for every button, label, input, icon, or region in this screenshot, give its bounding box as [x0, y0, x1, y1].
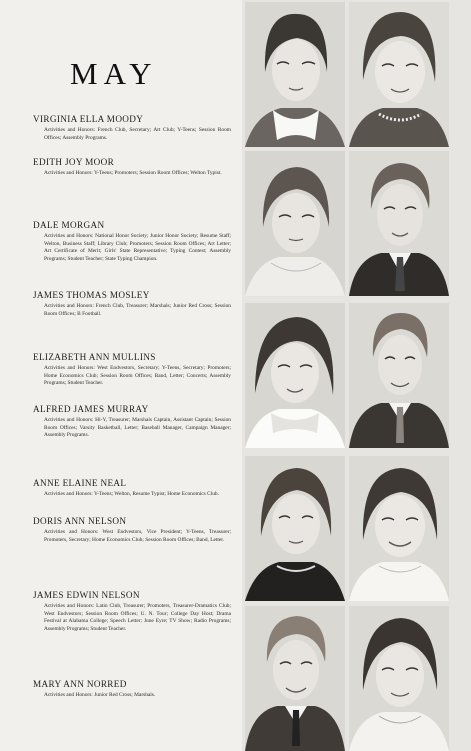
student-entry [33, 290, 231, 318]
student-activities: Activities and Honors: West Endvestors, Secretary; Y-Teens, Secretary; Promoters; Home Economics Club; Session Room Offices; Band, Letter; Concerts; Assembly Programs; Student Teacher. [44, 365, 231, 387]
student-entry [33, 114, 231, 142]
student-activities: Activities and Honors: Y-Teens; Welton, Resume Typist; Home Economics Club. [44, 491, 219, 498]
student-entry [33, 516, 231, 544]
portrait-photo [245, 606, 345, 751]
student-activities: Activities and Honors: Y-Teens; Promoters; Session Room Offices; Welton Typist. [44, 170, 222, 177]
student-entry [33, 679, 231, 700]
student-activities: Activities and Honors: Latin Club, Treasurer; Promoters, Treasurer-Dramatics Club; West Endvestors; Session Room Offices; U. N. Tour; College Day Host; Drama Festival at Alabama College; Speech Letter; June Eyre; TV Show; Radio Programs; Assembly Programs; Student Teacher. [44, 603, 231, 633]
student-entry [33, 590, 231, 634]
student-activities: Activities and Honors: Hi-Y, Treasurer; Marshals Captain, Assistant Captain; Session Room Offices; Varsity Basketball, Letter; Baseball Manager, Campaign Manager; Assembly Programs. [44, 417, 231, 439]
portrait-photo [349, 151, 449, 296]
student-name: ALFRED JAMES MURRAY [33, 404, 149, 414]
student-entry [33, 352, 231, 388]
student-name: ANNE ELAINE NEAL [33, 478, 127, 488]
student-name: DORIS ANN NELSON [33, 516, 127, 526]
portrait-photo [349, 456, 449, 601]
student-name: VIRGINIA ELLA MOODY [33, 114, 144, 124]
student-activities: Activities and Honors: Junior Red Cross; Marshals. [44, 692, 156, 699]
student-entry [33, 478, 231, 499]
portrait-grid [242, 0, 471, 751]
student-name: JAMES THOMAS MOSLEY [33, 290, 150, 300]
student-name: EDITH JOY MOOR [33, 157, 115, 167]
portrait-photo [245, 303, 345, 448]
portrait-photo [245, 151, 345, 296]
student-activities: Activities and Honors: National Honor Society; Junior Honor Society; Resume Staff; Welton, Business Staff; Library Club; Promoters; Session Room Offices; Art Letter; Art Certificate of Merit; Girls' State Representative; Typing Contest; Assembly Programs; Student Teacher; State Typing Champion. [44, 233, 231, 263]
page-title: MAY [70, 56, 158, 91]
student-name: ELIZABETH ANN MULLINS [33, 352, 156, 362]
student-entry [33, 404, 231, 440]
portrait-photo [349, 2, 449, 147]
student-name: DALE MORGAN [33, 220, 105, 230]
portrait-photo [349, 606, 449, 751]
student-entry [33, 157, 231, 178]
student-activities: Activities and Honors: West Endvestors, Vice President; Y-Teens, Treasurer; Promoters, Secretary; Home Economics Club; Session Room Offices; Band, Letter. [44, 529, 231, 543]
student-name: MARY ANN NORRED [33, 679, 127, 689]
portrait-photo [245, 2, 345, 147]
portrait-photo [245, 456, 345, 601]
student-activities: Activities and Honors: French Club, Treasurer; Marshals; Junior Red Cross; Session Room Offices; B Football. [44, 303, 231, 317]
student-activities: Activities and Honors: French Club, Secretary; Art Club; Y-Teens; Session Room Offices; Assembly Programs. [44, 127, 231, 141]
portrait-photo [349, 303, 449, 448]
student-name: JAMES EDWIN NELSON [33, 590, 140, 600]
student-entry [33, 220, 231, 264]
